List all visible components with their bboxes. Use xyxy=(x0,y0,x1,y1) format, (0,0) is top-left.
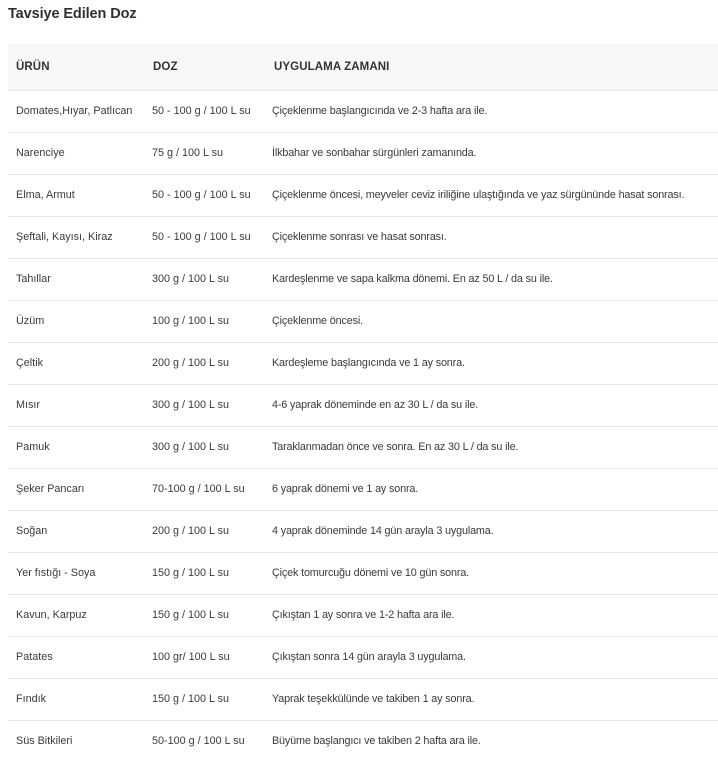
dose-table xyxy=(8,44,718,762)
cell-uygulama-zamani: 6 yaprak dönemi ve 1 ay sonra. xyxy=(272,483,419,495)
cell-uygulama-zamani: 4 yaprak döneminde 14 gün arayla 3 uygulama. xyxy=(272,525,494,537)
table-row xyxy=(8,216,718,258)
cell-doz: 100 g / 100 L su xyxy=(152,315,230,327)
cell-uygulama-zamani: Çıkıştan sonra 14 gün arayla 3 uygulama. xyxy=(272,651,466,663)
table-row xyxy=(8,342,718,384)
table-row xyxy=(8,384,718,426)
cell-uygulama-zamani: Kardeşlenme ve sapa kalkma dönemi. En az 50 L / da su ile. xyxy=(272,273,553,285)
table-row xyxy=(8,720,718,762)
cell-urun: Patates xyxy=(16,651,53,663)
table-header-row xyxy=(8,44,718,90)
cell-doz: 150 g / 100 L su xyxy=(152,567,230,579)
cell-uygulama-zamani: Çiçeklenme öncesi. xyxy=(272,315,363,327)
table-row xyxy=(8,552,718,594)
cell-doz: 150 g / 100 L su xyxy=(152,693,230,705)
table-row xyxy=(8,468,718,510)
cell-urun: Süs Bitkileri xyxy=(16,735,73,748)
cell-urun: Mısır xyxy=(16,399,40,411)
cell-urun: Elma, Armut xyxy=(16,189,75,201)
cell-urun: Domates,Hıyar, Patlıcan xyxy=(16,105,133,117)
cell-doz: 50-100 g / 100 L su xyxy=(152,735,245,748)
cell-doz: 200 g / 100 L su xyxy=(152,357,230,369)
cell-urun: Şeftali, Kayısı, Kiraz xyxy=(16,231,113,243)
cell-uygulama-zamani: Taraklanmadan önce ve sonra. En az 30 L / da su ile. xyxy=(272,441,519,453)
cell-doz: 70-100 g / 100 L su xyxy=(152,483,245,495)
cell-urun: Tahıllar xyxy=(16,273,51,285)
cell-uygulama-zamani: Çiçek tomurcuğu dönemi ve 10 gün sonra. xyxy=(272,567,470,579)
table-row xyxy=(8,258,718,300)
table-row xyxy=(8,300,718,342)
cell-doz: 200 g / 100 L su xyxy=(152,525,230,537)
cell-urun: Yer fıstığı - Soya xyxy=(16,567,96,579)
cell-uygulama-zamani: Çiçeklenme öncesi, meyveler ceviz iriliğine ulaştığında ve yaz sürgününde hasat sonrası. xyxy=(272,189,685,201)
cell-doz: 100 gr/ 100 L su xyxy=(152,651,230,663)
cell-doz: 300 g / 100 L su xyxy=(152,441,230,453)
table-row xyxy=(8,510,718,552)
cell-doz: 300 g / 100 L su xyxy=(152,399,230,411)
table-row xyxy=(8,90,718,132)
cell-uygulama-zamani: Çiçeklenme sonrası ve hasat sonrası. xyxy=(272,231,447,243)
cell-urun: Çeltik xyxy=(16,357,43,369)
cell-urun: Fındık xyxy=(16,693,47,705)
cell-urun: Pamuk xyxy=(16,441,50,453)
column-header-uygulama-zamani: UYGULAMA ZAMANI xyxy=(264,44,718,90)
table-row xyxy=(8,174,718,216)
cell-uygulama-zamani: Çiçeklenme başlangıcında ve 2-3 hafta ara ile. xyxy=(272,105,488,117)
cell-uygulama-zamani: İlkbahar ve sonbahar sürgünleri zamanında. xyxy=(272,147,477,159)
table-row xyxy=(8,132,718,174)
cell-doz: 75 g / 100 L su xyxy=(152,147,224,159)
cell-urun: Soğan xyxy=(16,525,48,537)
table-row xyxy=(8,426,718,468)
cell-urun: Şeker Pancarı xyxy=(16,483,85,495)
page-title: Tavsiye Edilen Doz xyxy=(8,6,137,22)
cell-doz: 50 - 100 g / 100 L su xyxy=(152,231,251,243)
cell-urun: Kavun, Karpuz xyxy=(16,609,87,621)
cell-uygulama-zamani: Kardeşleme başlangıcında ve 1 ay sonra. xyxy=(272,357,465,369)
cell-uygulama-zamani: Çıkıştan 1 ay sonra ve 1-2 hafta ara ile. xyxy=(272,609,455,621)
cell-doz: 150 g / 100 L su xyxy=(152,609,230,621)
cell-urun: Narenciye xyxy=(16,147,65,159)
column-header-doz: DOZ xyxy=(144,44,264,90)
cell-uygulama-zamani: Büyüme başlangıcı ve takiben 2 hafta ara ile. xyxy=(272,735,481,748)
cell-uygulama-zamani: 4-6 yaprak döneminde en az 30 L / da su ile. xyxy=(272,399,479,411)
cell-uygulama-zamani: Yaprak teşekkülünde ve takiben 1 ay sonra. xyxy=(272,693,475,705)
cell-doz: 50 - 100 g / 100 L su xyxy=(152,189,251,201)
column-header-urun: ÜRÜN xyxy=(8,44,144,90)
table-body xyxy=(8,90,718,762)
table-row xyxy=(8,636,718,678)
cell-doz: 300 g / 100 L su xyxy=(152,273,230,285)
table-row xyxy=(8,678,718,720)
cell-doz: 50 - 100 g / 100 L su xyxy=(152,105,251,117)
table-row xyxy=(8,594,718,636)
cell-urun: Üzüm xyxy=(16,315,45,327)
